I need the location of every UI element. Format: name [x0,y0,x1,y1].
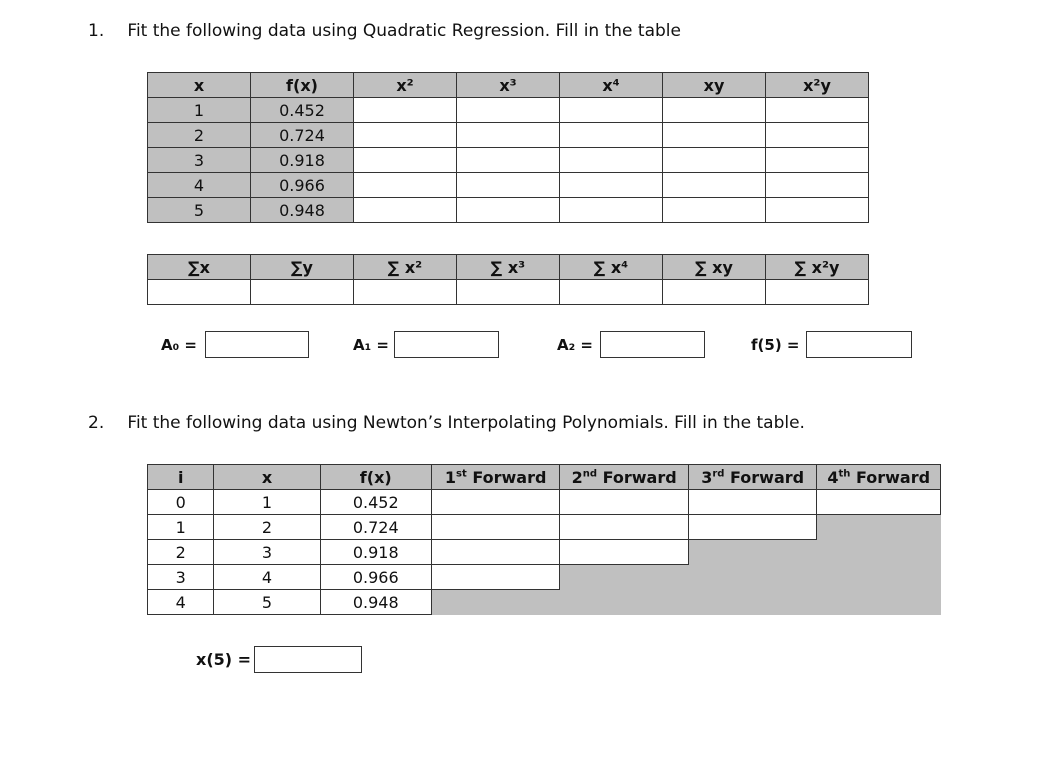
table-row [148,148,869,173]
cell-1st-forward-input[interactable] [431,565,559,590]
cell-fx: 0.724 [320,515,431,540]
cell-fx: 0.918 [251,148,354,173]
cell-x2y-input[interactable] [766,198,869,223]
a0-answer-box[interactable] [205,331,309,358]
sum-x-header: ∑x [148,255,251,280]
a0-label: A₀ = [161,336,197,354]
cell-i: 3 [148,565,214,590]
sum-y-header: ∑y [251,255,354,280]
header-x: x [214,465,320,490]
header-x2: x² [354,73,457,98]
a1-label: A₁ = [353,336,389,354]
summation-input-row [148,280,869,305]
cell-1st-forward-input[interactable] [431,490,559,515]
table-header-row [148,73,869,98]
summation-header-row [148,255,869,280]
cell-x3-input[interactable] [457,123,560,148]
cell-fx: 0.452 [251,98,354,123]
f5-answer-box[interactable] [806,331,912,358]
cell-xy-input[interactable] [663,123,766,148]
question-1-prompt [88,21,681,41]
shaded-region [560,565,688,615]
cell-x3-input[interactable] [457,148,560,173]
question-number: 1. [88,21,105,41]
cell-x2y-input[interactable] [766,173,869,198]
sum-x3-header: ∑ x³ [457,255,560,280]
cell-1st-forward-input[interactable] [431,540,559,565]
cell-x: 3 [148,148,251,173]
cell-x3-input[interactable] [457,198,560,223]
table-row [148,123,869,148]
sum-xy-input[interactable] [663,280,766,305]
summation-table [147,254,869,305]
shaded-region [688,540,816,615]
cell-x: 1 [148,98,251,123]
cell-x2-input[interactable] [354,98,457,123]
cell-x: 4 [148,173,251,198]
cell-x4-input[interactable] [560,148,663,173]
cell-x2-input[interactable] [354,173,457,198]
header-fx: f(x) [320,465,431,490]
cell-x: 2 [148,123,251,148]
cell-2nd-forward-input[interactable] [560,490,688,515]
cell-xy-input[interactable] [663,148,766,173]
cell-i: 4 [148,590,214,615]
cell-x2y-input[interactable] [766,148,869,173]
cell-i: 1 [148,515,214,540]
f5-label: f(5) = [751,336,800,354]
cell-1st-forward-input[interactable] [431,515,559,540]
cell-xy-input[interactable] [663,198,766,223]
cell-x: 3 [214,540,320,565]
a2-answer-box[interactable] [600,331,705,358]
sum-xy-header: ∑ xy [663,255,766,280]
cell-fx: 0.918 [320,540,431,565]
cell-x4-input[interactable] [560,123,663,148]
cell-3rd-forward-input[interactable] [688,490,816,515]
cell-x4-input[interactable] [560,198,663,223]
cell-i: 2 [148,540,214,565]
sum-x2y-header: ∑ x²y [766,255,869,280]
cell-x3-input[interactable] [457,98,560,123]
question-2-prompt [88,413,805,433]
cell-x: 2 [214,515,320,540]
question-number: 2. [88,413,105,433]
cell-fx: 0.966 [320,565,431,590]
cell-i: 0 [148,490,214,515]
cell-x3-input[interactable] [457,173,560,198]
sum-x-input[interactable] [148,280,251,305]
header-x: x [148,73,251,98]
cell-fx: 0.966 [251,173,354,198]
header-i: i [148,465,214,490]
header-xy: xy [663,73,766,98]
shaded-region [431,590,559,615]
cell-x4-input[interactable] [560,98,663,123]
cell-x: 4 [214,565,320,590]
a1-answer-box[interactable] [394,331,499,358]
header-x4: x⁴ [560,73,663,98]
cell-x: 5 [148,198,251,223]
header-x3: x³ [457,73,560,98]
cell-fx: 0.724 [251,123,354,148]
table-row [148,173,869,198]
header-4th-forward: 4th Forward [817,465,941,490]
shaded-region [817,515,941,615]
cell-x2-input[interactable] [354,148,457,173]
sum-x2-input[interactable] [354,280,457,305]
question-text: Fit the following data using Newton’s Interpolating Polynomials. Fill in the table. [127,413,805,433]
cell-xy-input[interactable] [663,98,766,123]
cell-x: 5 [214,590,320,615]
header-2nd-forward: 2nd Forward [560,465,688,490]
cell-4th-forward-input[interactable] [817,490,941,515]
cell-x2y-input[interactable] [766,123,869,148]
table-row [148,198,869,223]
table-row [148,98,869,123]
sum-x2y-input[interactable] [766,280,869,305]
sum-y-input[interactable] [251,280,354,305]
cell-x2-input[interactable] [354,123,457,148]
x5-answer-box[interactable] [254,646,362,673]
cell-fx: 0.452 [320,490,431,515]
sum-x2-header: ∑ x² [354,255,457,280]
cell-x: 1 [214,490,320,515]
header-3rd-forward: 3rd Forward [688,465,816,490]
table-header-row [148,465,941,490]
sum-x4-input[interactable] [560,280,663,305]
cell-fx: 0.948 [251,198,354,223]
a2-label: A₂ = [557,336,593,354]
question-text: Fit the following data using Quadratic Regression. Fill in the table [127,21,681,41]
cell-x2-input[interactable] [354,198,457,223]
cell-2nd-forward-input[interactable] [560,515,688,540]
header-1st-forward: 1st Forward [431,465,559,490]
header-fx: f(x) [251,73,354,98]
quadratic-regression-table [147,72,869,223]
table-row [148,515,941,540]
cell-2nd-forward-input[interactable] [560,540,688,565]
cell-x4-input[interactable] [560,173,663,198]
sum-x3-input[interactable] [457,280,560,305]
header-x2y: x²y [766,73,869,98]
cell-xy-input[interactable] [663,173,766,198]
cell-x2y-input[interactable] [766,98,869,123]
sum-x4-header: ∑ x⁴ [560,255,663,280]
cell-3rd-forward-input[interactable] [688,515,816,540]
newton-interpolation-table [147,464,941,615]
cell-fx: 0.948 [320,590,431,615]
x5-label: x(5) = [196,650,252,669]
table-row [148,490,941,515]
